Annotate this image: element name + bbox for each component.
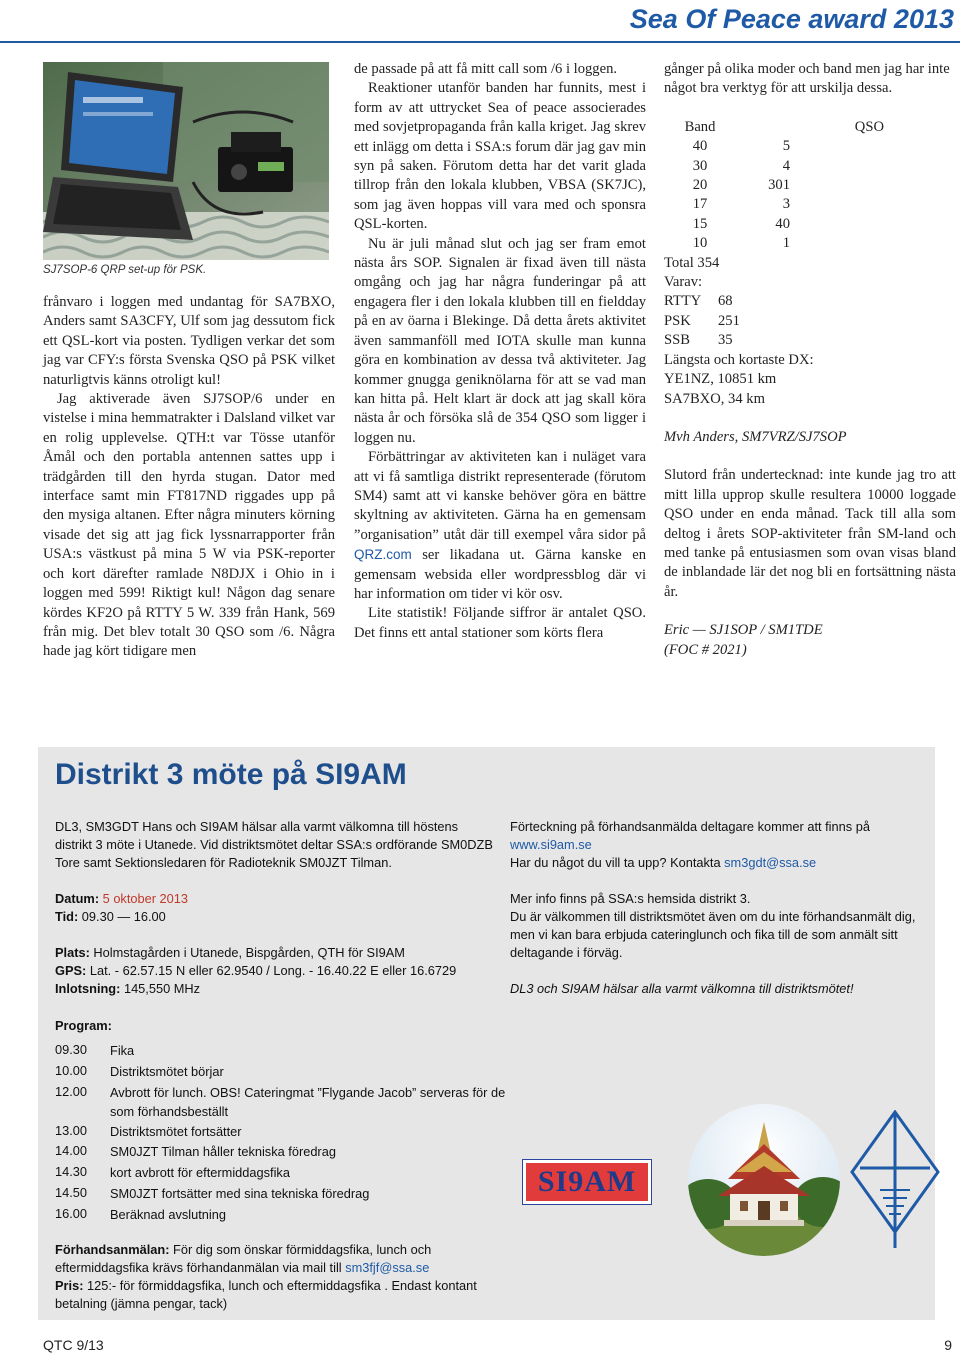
col1-paragraph-2: Jag aktiverade även SJ7SOP/6 under en vistelse i mina hemmatrakter i Dalsland vilket var en rolig upplevelse. QTH:t var Tösse utanför Åmål och den portabla antennen sattes upp i trädgården till den hyrda stugan. Dator med interface samt min FT817ND riggades upp på den mysiga altanen. Efter några minuters körning visade det sig att jag fick lyssnarrapporter från USA:s västkust på mina 5 W via PSK-reporter och kort därefter ramlade N8DJX i Ohio in i loggen med 599! Riktigt kul! Någon dag senare kördes KF2O på RTTY 5 W. 339 från Hank, 569 från mig. Det blev totalt 30 QSO som /6. Några hade jag kört tidigare men [43, 391, 335, 660]
article-column-3 [664, 60, 956, 660]
right-p4: Du är välkommen till distriktsmötet även om du inte förhandsanmält dig, men vi kan bara erbjuda cateringlunch och fika till de som anmält sitt deltagande i förväg. [510, 909, 916, 960]
qso-value: 5 [782, 138, 790, 155]
signature-eric-foc: (FOC # 2021) [664, 641, 747, 658]
band-value: 40 [692, 138, 708, 155]
plats-label: Plats: [55, 945, 90, 960]
list-item [55, 1040, 525, 1061]
program-text: SM0JZT fortsätter med sina tekniska föredrag [110, 1185, 370, 1201]
list-item [55, 1121, 525, 1142]
mode-name: PSK [664, 312, 691, 329]
header-rule [0, 41, 960, 43]
program-time: 14.30 [55, 1164, 88, 1180]
mode-row [664, 331, 956, 350]
district-right-info [510, 818, 930, 872]
program-label [55, 1017, 112, 1035]
mode-count: 35 [718, 332, 733, 349]
right-closing: DL3 och SI9AM hälsar alla varmt välkomna till distriktsmötet! [510, 981, 854, 996]
si9am-logo-text: SI9AM [537, 1165, 637, 1198]
gps-label: GPS: [55, 963, 87, 978]
district-right-info-2 [510, 890, 935, 998]
program-list [55, 1040, 525, 1225]
col2-paragraph-4b: ser likadana ut. Gärna kanske en gemensam websida eller wordpressblog där vi har information om tider vi kör osv. [354, 547, 647, 602]
list-item [55, 1082, 525, 1121]
program-text: Fika [110, 1043, 135, 1058]
datum-label: Datum: [55, 891, 100, 906]
tid-value: 09.30 — 16.00 [81, 909, 166, 924]
si9am-logo [523, 1160, 651, 1204]
table-row [664, 234, 956, 253]
registration-block [55, 1241, 485, 1313]
sm3gdt-email-link[interactable]: sm3gdt@ssa.se [724, 855, 817, 870]
tid-label: Tid: [55, 909, 79, 924]
mode-row [664, 292, 956, 311]
qso-value: 1 [782, 235, 790, 252]
col1-paragraph-1: frånvaro i loggen med undantag för SA7BXO, Anders samt SA3CFY, Ulf som jag dessutom fick ett QSL-kort via posten. Tydligen verkar det som jag var CFY:s första Svenska QSO på PSK vilket naturligtvis känns otroligt kul! [43, 294, 335, 388]
program-time: 09.30 [55, 1042, 88, 1057]
col2-paragraph-3: Nu är juli månad slut och jag ser fram emot nästa års SOP. Signalen är fixad även till nästa omgång och jag har några funderingar på att engagera fler i den lokala klubben till en fieldday på en av öarna i Blekinge. Då detta årets aktivitet även sammanföll med IOTA skulle man kunna göra en kombination av dessa två aktiviteter. Jag kommer gnugga geniknölarna för att se vad man kan hitta på. Helt klart är dock att jag skall köra nästa år och försöka slå de 354 QSO som ligger i loggen nu. [354, 235, 646, 446]
forhand-label: Förhandsanmälan: [55, 1242, 170, 1257]
mode-name: SSB [664, 332, 690, 349]
program-time: 16.00 [55, 1205, 88, 1221]
datum-tid-block [55, 890, 495, 926]
right-p1: Förteckning på förhandsanmälda deltagare kommer att finns på [510, 819, 870, 834]
program-time: 14.50 [55, 1184, 88, 1200]
band-value: 10 [692, 235, 708, 252]
location-block [55, 944, 525, 998]
temple-photo [688, 1104, 840, 1256]
list-item [55, 1141, 525, 1162]
dx-longest: YE1NZ, 10851 km [664, 371, 777, 388]
band-header: Band [684, 118, 716, 135]
signature-anders: Mvh Anders, SM7VRZ/SJ7SOP [664, 428, 847, 445]
col2-paragraph-2: Reaktioner utanför banden har funnits, mest i form av att uttrycket Sea of peace associerades med sovjetpropaganda från kalla kriget. Jag skrev ett inlägg om detta i SSA:s forum där jag gav min syn på saken. Förutom detta har det varit glada tillrop från den lokala klubben, VBSA (SK7JC), som jag även hoppas vill vara med och sponsra QSL-korten. [354, 80, 646, 233]
program-time: 12.00 [55, 1083, 88, 1099]
inlotsning-value: 145,550 MHz [123, 981, 201, 996]
varav-label: Varav: [664, 274, 703, 291]
band-stats-table [664, 137, 956, 253]
page-header-title: Sea Of Peace award 2013 [629, 4, 954, 34]
plats-value: Holmstagården i Utanede, Bispgården, QTH för SI9AM [93, 945, 405, 960]
forhand-email-link[interactable]: sm3fjf@ssa.se [345, 1260, 430, 1275]
article-column-1 [43, 293, 335, 662]
right-p2: Har du något du vill ta upp? Kontakta [510, 855, 721, 870]
table-row [664, 195, 956, 214]
closing-paragraph: Slutord från undertecknad: inte kunde jag tro att mitt lilla upprop skulle resultera 10000 loggade QSO under en enda månad. Tack till alla som deltog i årets SOP-aktiviteter från SM-land och med tanke på entusiasmen som ovan visas bland de inblandade lär det nog bli en fortsättning nästa år. [664, 467, 956, 600]
dx-shortest: SA7BXO, 34 km [664, 390, 765, 407]
program-text: Beräknad avslutning [110, 1206, 226, 1222]
program-text: Distriktsmötet börjar [110, 1063, 224, 1079]
district-intro: DL3, SM3GDT Hans och SI9AM hälsar alla varmt välkomna till höstens distrikt 3 möte i Utanede. Vid distriktsmötet deltar SSA:s ordförande SM0DZB Tore samt Sektionsledaren för Radioteknik SM0JZT Tilman. [55, 819, 493, 870]
pris-text: 125:- för förmiddagsfika, lunch och eftermiddagsfika . Endast kontant betalning (jämna pengar, tack) [55, 1278, 477, 1311]
table-row [664, 176, 956, 195]
district-title: Distrikt 3 möte på SI9AM [55, 758, 407, 791]
mode-count: 251 [718, 312, 740, 329]
col2-paragraph-5: Lite statistik! Följande siffror är antalet QSO. Det finns ett antal stationer som körts flera [354, 605, 646, 641]
list-item [55, 1183, 525, 1204]
dx-label: Längsta och kortaste DX: [664, 351, 814, 368]
inlotsning-label: Inlotsning: [55, 981, 121, 996]
band-value: 15 [692, 215, 708, 232]
program-text: SM0JZT Tilman håller tekniska föredrag [110, 1144, 336, 1160]
ssa-logo [850, 1110, 940, 1250]
datum-value: 5 oktober 2013 [102, 891, 189, 906]
col2-paragraph-4 [354, 448, 646, 604]
table-row [664, 137, 956, 156]
program-time: 10.00 [55, 1062, 88, 1078]
signature-eric: Eric — SJ1SOP / SM1TDE [664, 622, 823, 639]
mode-name: RTTY [664, 293, 702, 310]
footer-page-number: 9 [944, 1337, 952, 1353]
qso-value: 3 [782, 196, 790, 213]
band-value: 17 [692, 196, 708, 213]
article-column-2 [354, 60, 646, 643]
list-item [55, 1204, 525, 1225]
qrz-link[interactable]: QRZ.com [354, 547, 412, 563]
forhand-text: För dig som önskar förmiddagsfika, lunch och eftermiddagsfika krävs förhandanmälan via mail till [55, 1242, 432, 1275]
col2-paragraph-4a: Förbättringar av aktiviteten kan i nuläget vara att vi få samtliga distrikt representerade (förutom SM4) samt att vi kanske behöver göra en bättre skyltning av aktiviteten. Gärna ha en gemensam ”organisation” utåt där till exempel våra sidor på [354, 449, 646, 543]
program-time: 13.00 [55, 1122, 88, 1138]
mode-row [664, 312, 956, 331]
qso-value: 301 [768, 177, 790, 194]
mode-count: 68 [718, 293, 733, 310]
program-text: Distriktsmötet fortsätter [110, 1123, 242, 1139]
si9am-link[interactable]: www.si9am.se [510, 837, 592, 852]
stats-header-row [664, 118, 956, 137]
photo-caption: SJ7SOP-6 QRP set-up för PSK. [43, 264, 207, 276]
qso-value: 40 [775, 215, 790, 232]
total-qso: Total 354 [664, 254, 720, 271]
program-text: Avbrott för lunch. OBS! Cateringmat ”Flygande Jacob” serveras för de som förhandsbeställt [110, 1084, 506, 1119]
pris-label: Pris: [55, 1278, 84, 1293]
table-row [664, 215, 956, 234]
list-item [55, 1162, 525, 1183]
band-value: 20 [692, 177, 708, 194]
qso-header: QSO [854, 118, 884, 135]
footer-issue: QTC 9/13 [43, 1337, 104, 1353]
col2-paragraph-1: de passade på att få mitt call som /6 i loggen. [354, 61, 618, 77]
right-p3: Mer info finns på SSA:s hemsida distrikt 3. [510, 891, 751, 906]
col3-intro: gånger på olika moder och band men jag har inte något bra verktyg för att urskilja dessa. [664, 61, 950, 97]
program-label-text: Program: [55, 1018, 112, 1033]
gps-value: Lat. - 62.57.15 N eller 62.9540 / Long. - 16.40.22 E eller 16.6729 [89, 963, 457, 978]
band-value: 30 [692, 157, 708, 174]
program-text: kort avbrott för eftermiddagsfika [110, 1165, 290, 1181]
list-item [55, 1061, 525, 1082]
table-row [664, 157, 956, 176]
qso-value: 4 [782, 157, 790, 174]
qrp-setup-photo [43, 62, 329, 260]
program-time: 14.00 [55, 1143, 88, 1159]
